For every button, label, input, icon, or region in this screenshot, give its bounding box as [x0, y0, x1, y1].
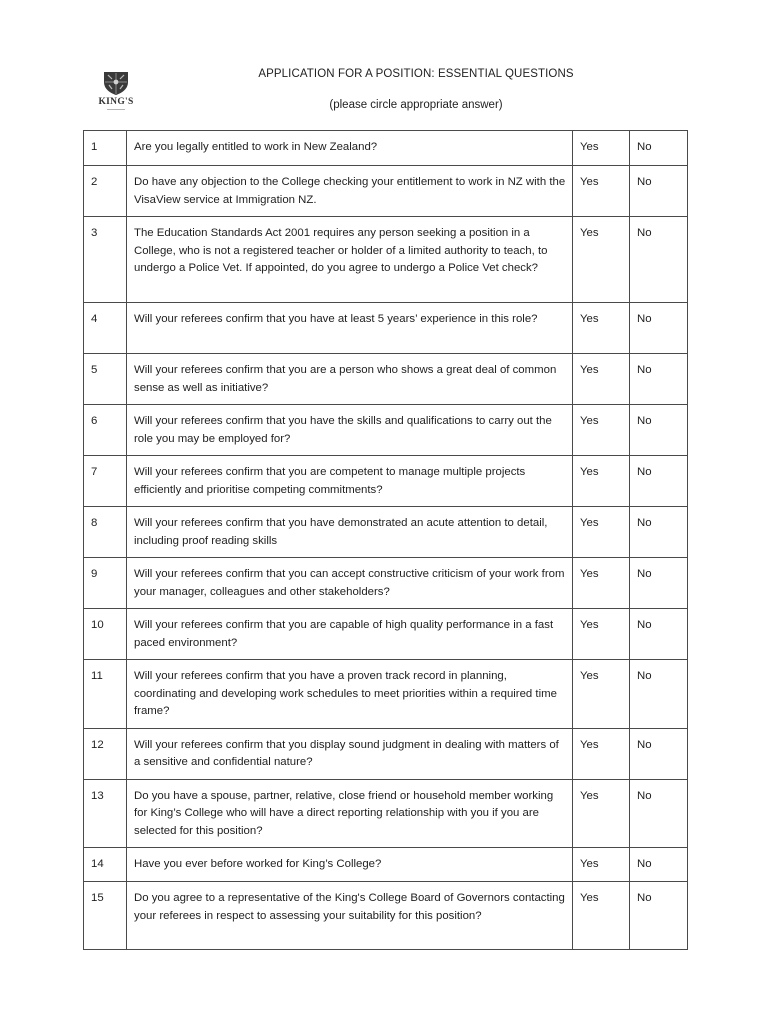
- question-row: [84, 728, 688, 779]
- answer-yes[interactable]: Yes: [573, 217, 630, 303]
- question-number: 4: [84, 303, 127, 354]
- answer-no[interactable]: No: [630, 217, 688, 303]
- question-row: [84, 882, 688, 950]
- answer-no[interactable]: No: [630, 303, 688, 354]
- answer-yes[interactable]: Yes: [573, 166, 630, 217]
- question-number: 14: [84, 848, 127, 882]
- question-text: Will your referees confirm that you are capable of high quality performance in a fast paced environment?: [127, 609, 573, 660]
- question-row: [84, 456, 688, 507]
- question-text: Do you have a spouse, partner, relative, close friend or household member working for King’s College who will have a direct reporting relationship with you if you are selected for this position?: [127, 779, 573, 848]
- answer-no[interactable]: No: [630, 848, 688, 882]
- question-text: Will your referees confirm that you have a proven track record in planning, coordinating and developing work schedules to meet priorities within a required time frame?: [127, 660, 573, 729]
- question-number: 13: [84, 779, 127, 848]
- answer-yes[interactable]: Yes: [573, 405, 630, 456]
- question-text: Have you ever before worked for King’s College?: [127, 848, 573, 882]
- question-number: 9: [84, 558, 127, 609]
- logo-wordmark: KING'S: [98, 97, 134, 107]
- answer-no[interactable]: No: [630, 609, 688, 660]
- question-row: [84, 558, 688, 609]
- page-title: APPLICATION FOR A POSITION: ESSENTIAL QUESTIONS: [258, 68, 574, 80]
- question-row: [84, 217, 688, 303]
- question-row: [84, 166, 688, 217]
- question-number: 15: [84, 882, 127, 950]
- answer-yes[interactable]: Yes: [573, 882, 630, 950]
- question-number: 8: [84, 507, 127, 558]
- question-number: 11: [84, 660, 127, 729]
- question-row: [84, 609, 688, 660]
- answer-no[interactable]: No: [630, 882, 688, 950]
- question-row: [84, 405, 688, 456]
- question-text: Do have any objection to the College checking your entitlement to work in NZ with the VisaView service at Immigration NZ.: [127, 166, 573, 217]
- question-number: 7: [84, 456, 127, 507]
- question-number: 10: [84, 609, 127, 660]
- questions-table: [83, 130, 688, 950]
- answer-no[interactable]: No: [630, 728, 688, 779]
- question-text: Do you agree to a representative of the King's College Board of Governors contacting your referees in respect to assessing your suitability for this position?: [127, 882, 573, 950]
- question-row: [84, 303, 688, 354]
- question-row: [84, 660, 688, 729]
- question-number: 1: [84, 131, 127, 166]
- answer-yes[interactable]: Yes: [573, 131, 630, 166]
- answer-yes[interactable]: Yes: [573, 456, 630, 507]
- answer-no[interactable]: No: [630, 405, 688, 456]
- question-text: Are you legally entitled to work in New Zealand?: [127, 131, 573, 166]
- answer-yes[interactable]: Yes: [573, 354, 630, 405]
- answer-yes[interactable]: Yes: [573, 779, 630, 848]
- answer-yes[interactable]: Yes: [573, 558, 630, 609]
- question-text: Will your referees confirm that you are competent to manage multiple projects efficiently and prioritise competing commitments?: [127, 456, 573, 507]
- answer-no[interactable]: No: [630, 558, 688, 609]
- question-text: Will your referees confirm that you display sound judgment in dealing with matters of a sensitive and confidential nature?: [127, 728, 573, 779]
- answer-no[interactable]: No: [630, 507, 688, 558]
- question-text: Will your referees confirm that you have the skills and qualifications to carry out the role you may be employed for?: [127, 405, 573, 456]
- question-number: 3: [84, 217, 127, 303]
- answer-no[interactable]: No: [630, 354, 688, 405]
- answer-yes[interactable]: Yes: [573, 848, 630, 882]
- question-text: Will your referees confirm that you have at least 5 years’ experience in this role?: [127, 303, 573, 354]
- question-text: The Education Standards Act 2001 requires any person seeking a position in a College, who is not a registered teacher or holder of a limited authority to teach, to undergo a Police Vet. If appointed, do you agree to undergo a Police Vet check?: [127, 217, 573, 303]
- answer-no[interactable]: No: [630, 131, 688, 166]
- question-number: 2: [84, 166, 127, 217]
- question-text: Will your referees confirm that you can accept constructive criticism of your work from your manager, colleagues and other stakeholders?: [127, 558, 573, 609]
- question-row: [84, 131, 688, 166]
- answer-yes[interactable]: Yes: [573, 728, 630, 779]
- answer-no[interactable]: No: [630, 779, 688, 848]
- answer-yes[interactable]: Yes: [573, 507, 630, 558]
- answer-no[interactable]: No: [630, 166, 688, 217]
- question-text: Will your referees confirm that you are a person who shows a great deal of common sense as well as initiative?: [127, 354, 573, 405]
- question-number: 6: [84, 405, 127, 456]
- question-row: [84, 507, 688, 558]
- question-row: [84, 848, 688, 882]
- answer-yes[interactable]: Yes: [573, 660, 630, 729]
- question-text: Will your referees confirm that you have demonstrated an acute attention to detail, including proof reading skills: [127, 507, 573, 558]
- question-row: [84, 779, 688, 848]
- question-number: 12: [84, 728, 127, 779]
- question-row: [84, 354, 688, 405]
- answer-yes[interactable]: Yes: [573, 609, 630, 660]
- answer-yes[interactable]: Yes: [573, 303, 630, 354]
- answer-no[interactable]: No: [630, 456, 688, 507]
- answer-no[interactable]: No: [630, 660, 688, 729]
- question-number: 5: [84, 354, 127, 405]
- page-subtitle: (please circle appropriate answer): [329, 99, 503, 111]
